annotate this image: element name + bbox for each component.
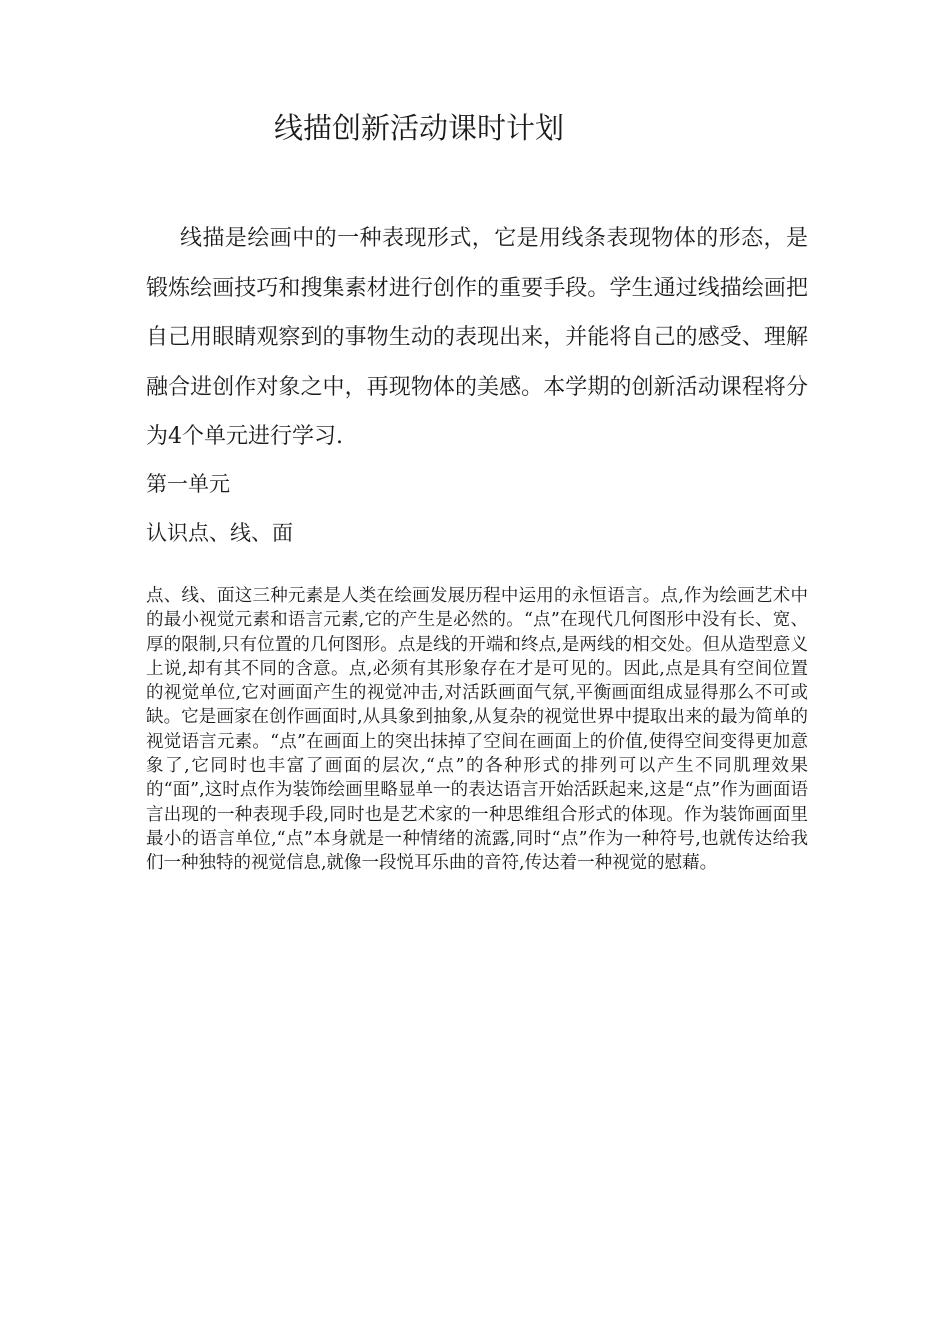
- body-paragraph: 点、线、面这三种元素是人类在绘画发展历程中运用的永恒语言。点,作为绘画艺术中的最小视觉元素和语言元素,它的产生是必然的。“点”在现代几何图形中没有长、宽、厚的限制,只有位置的几何图形。点是线的开端和终点,是两线的相交处。但从造型意义上说,却有其不同的含意。点,必须有其形象存在才是可见的。因此,点是具有空间位置的视觉单位,它对画面产生的视觉冲击,对活跃画面气氛,平衡画面组成显得那么不可或缺。它是画家在创作画面时,从具象到抽象,从复杂的视觉世界中提取出来的最为简单的视觉语言元素。“点”在画面上的突出抹掉了空间在画面上的价值,使得空间变得更加意象了,它同时也丰富了画面的层次,“点”的各种形式的排列可以产生不同肌理效果的“面”,这时点作为装饰绘画里略显单一的表达语言开始活跃起来,这是“点”作为画面语言出现的一种表现手段,同时也是艺术家的一种思维组合形式的体现。作为装饰画面里最小的语言单位,“点”本身就是一种情绪的流露,同时“点”作为一种符号,也就传达给我们一种独特的视觉信息,就像一段悦耳乐曲的音符,传达着一种视觉的慰藉。: [146, 586, 808, 874]
- intro-paragraph: 线描是绘画中的一种表现形式，它是用线条表现物体的形态，是锻炼绘画技巧和搜集素材进行创作的重要手段。学生通过线描绘画把自己用眼睛观察到的事物生动的表现出来，并能将自己的感受、理解融合进创作对象之中，再现物体的美感。本学期的创新活动课程将分为4个单元进行学习.: [146, 226, 808, 449]
- document-title: 线描创新活动课时计划: [274, 111, 565, 145]
- section-heading: 认识点、线、面: [146, 521, 293, 545]
- unit-label: 第一单元: [146, 472, 230, 496]
